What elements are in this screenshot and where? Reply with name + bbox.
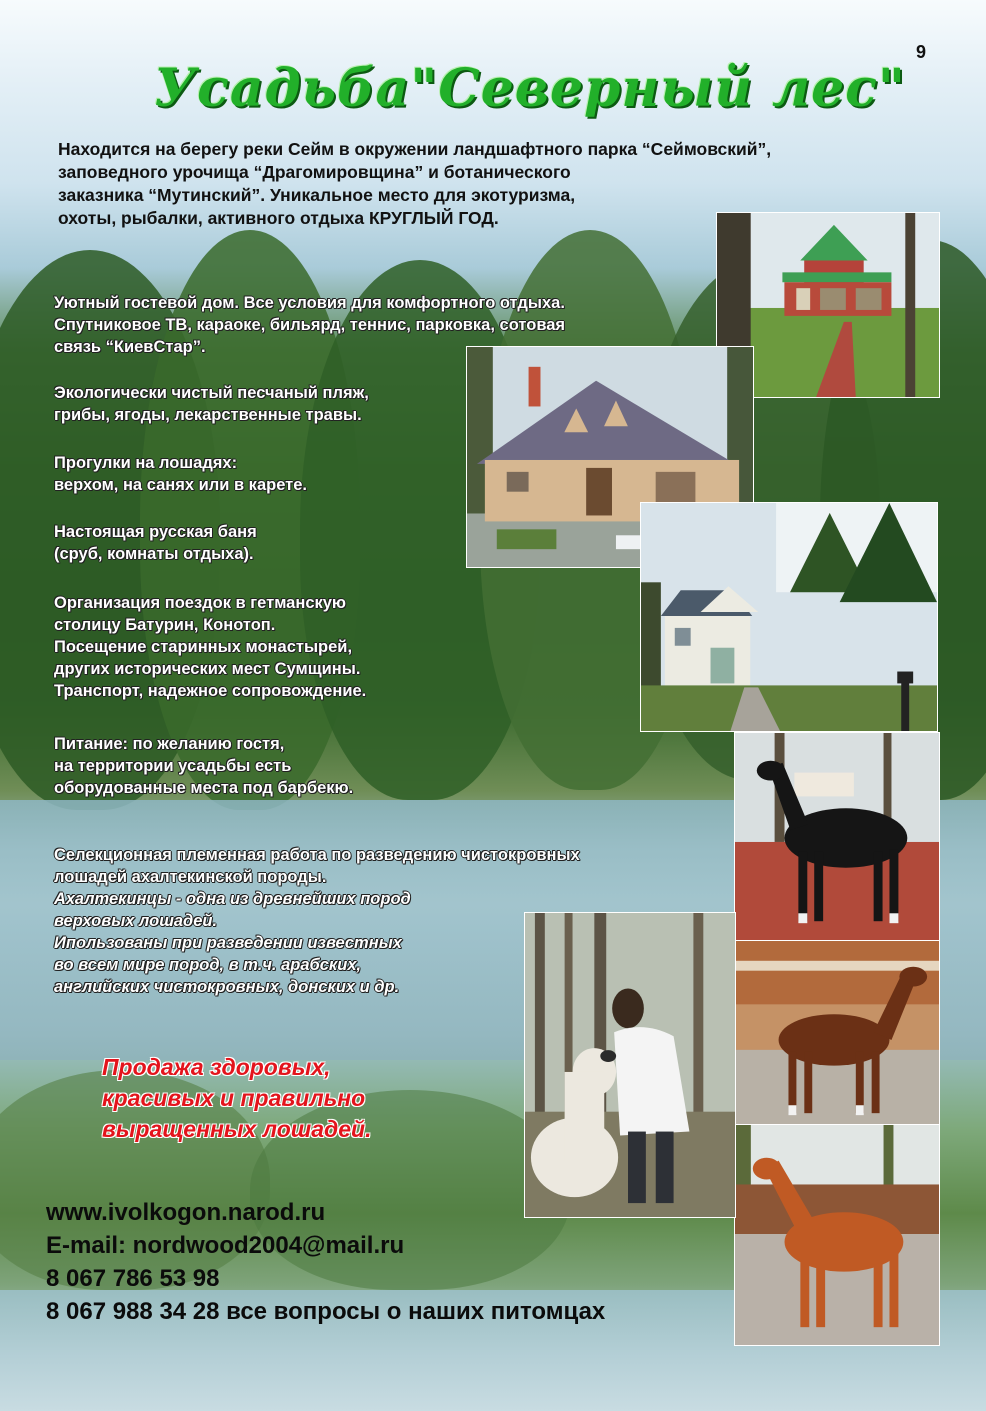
contacts [46, 1196, 605, 1328]
text-line: на территории усадьбы есть [54, 757, 292, 775]
text-line: связь “КиевСтар”. [54, 338, 206, 356]
guesthouse-text [54, 292, 565, 358]
text-line: Ипользованы при разведении известных [54, 934, 402, 952]
text-line: верхом, на санях или в карете. [54, 476, 307, 494]
horse-rides-text [54, 452, 307, 496]
sale-text [102, 1052, 371, 1145]
text-line: оборудованные места под барбекю. [54, 779, 354, 797]
beach-text [54, 382, 369, 426]
phone-1: 8 067 786 53 98 [46, 1265, 220, 1292]
intro-line: охоты, рыбалки, активного отдыха КРУГЛЫЙ ГОД. [58, 208, 499, 228]
intro-line: заказника “Мутинский”. Уникальное место для экотуризма, [58, 185, 576, 205]
email-link[interactable]: E-mail: nordwood2004@mail.ru [46, 1232, 405, 1259]
text-line: Посещение старинных монастырей, [54, 638, 353, 656]
text-line: (сруб, комнаты отдыха). [54, 545, 254, 563]
bay-horse-photo [734, 940, 940, 1130]
text-line: других исторических мест Сумщины. [54, 660, 361, 678]
text-line: верховых лошадей. [54, 912, 218, 930]
intro-line: заповедного урочища “Драгомировщина” и ботанического [58, 162, 571, 182]
text-line: английских чистокровных, донских и др. [54, 978, 400, 996]
text-line: Селекционная племенная работа по разведению чистокровных [54, 846, 580, 864]
woman-with-dog-photo [524, 912, 736, 1218]
sale-line: красивых и правильно [102, 1085, 366, 1111]
text-line: Уютный гостевой дом. Все условия для комфортного отдыха. [54, 294, 565, 312]
breeding-text [54, 844, 580, 888]
phone-2: 8 067 988 34 28 все вопросы о наших питомцах [46, 1298, 606, 1325]
text-line: Настоящая русская баня [54, 523, 257, 541]
text-line: Питание: по желанию гостя, [54, 735, 285, 753]
chestnut-horse-photo [734, 1124, 940, 1346]
website-link[interactable]: www.ivolkogon.narod.ru [46, 1199, 326, 1226]
black-horse-photo [734, 732, 940, 944]
text-line: Транспорт, надежное сопровождение. [54, 682, 367, 700]
text-line: Ахалтекинцы - одна из древнейших пород [54, 890, 411, 908]
trips-text [54, 592, 366, 702]
text-line: Спутниковое ТВ, караоке, бильярд, теннис, парковка, сотовая [54, 316, 566, 334]
text-line: Экологически чистый песчаный пляж, [54, 384, 369, 402]
banya-text [54, 521, 257, 565]
text-line: лошадей ахалтекинской породы. [54, 868, 327, 886]
page-number: 9 [916, 42, 927, 62]
text-line: столицу Батурин, Конотоп. [54, 616, 276, 634]
sale-line: выращенных лошадей. [102, 1116, 372, 1142]
page-title: Усадьба"Северный лес" [153, 58, 907, 119]
text-line: Организация поездок в гетманскую [54, 594, 347, 612]
text-line: Прогулки на лошадях: [54, 454, 238, 472]
white-house-photo [640, 502, 938, 732]
sale-line: Продажа здоровых, [102, 1054, 331, 1080]
breeding-italic-text [54, 888, 411, 998]
intro-line: Находится на берегу реки Сейм в окружении ландшафтного парка “Сеймовский”, [58, 139, 772, 159]
text-line: во всем мире пород, в т.ч. арабских, [54, 956, 362, 974]
text-line: грибы, ягоды, лекарственные травы. [54, 406, 362, 424]
food-text [54, 733, 353, 799]
